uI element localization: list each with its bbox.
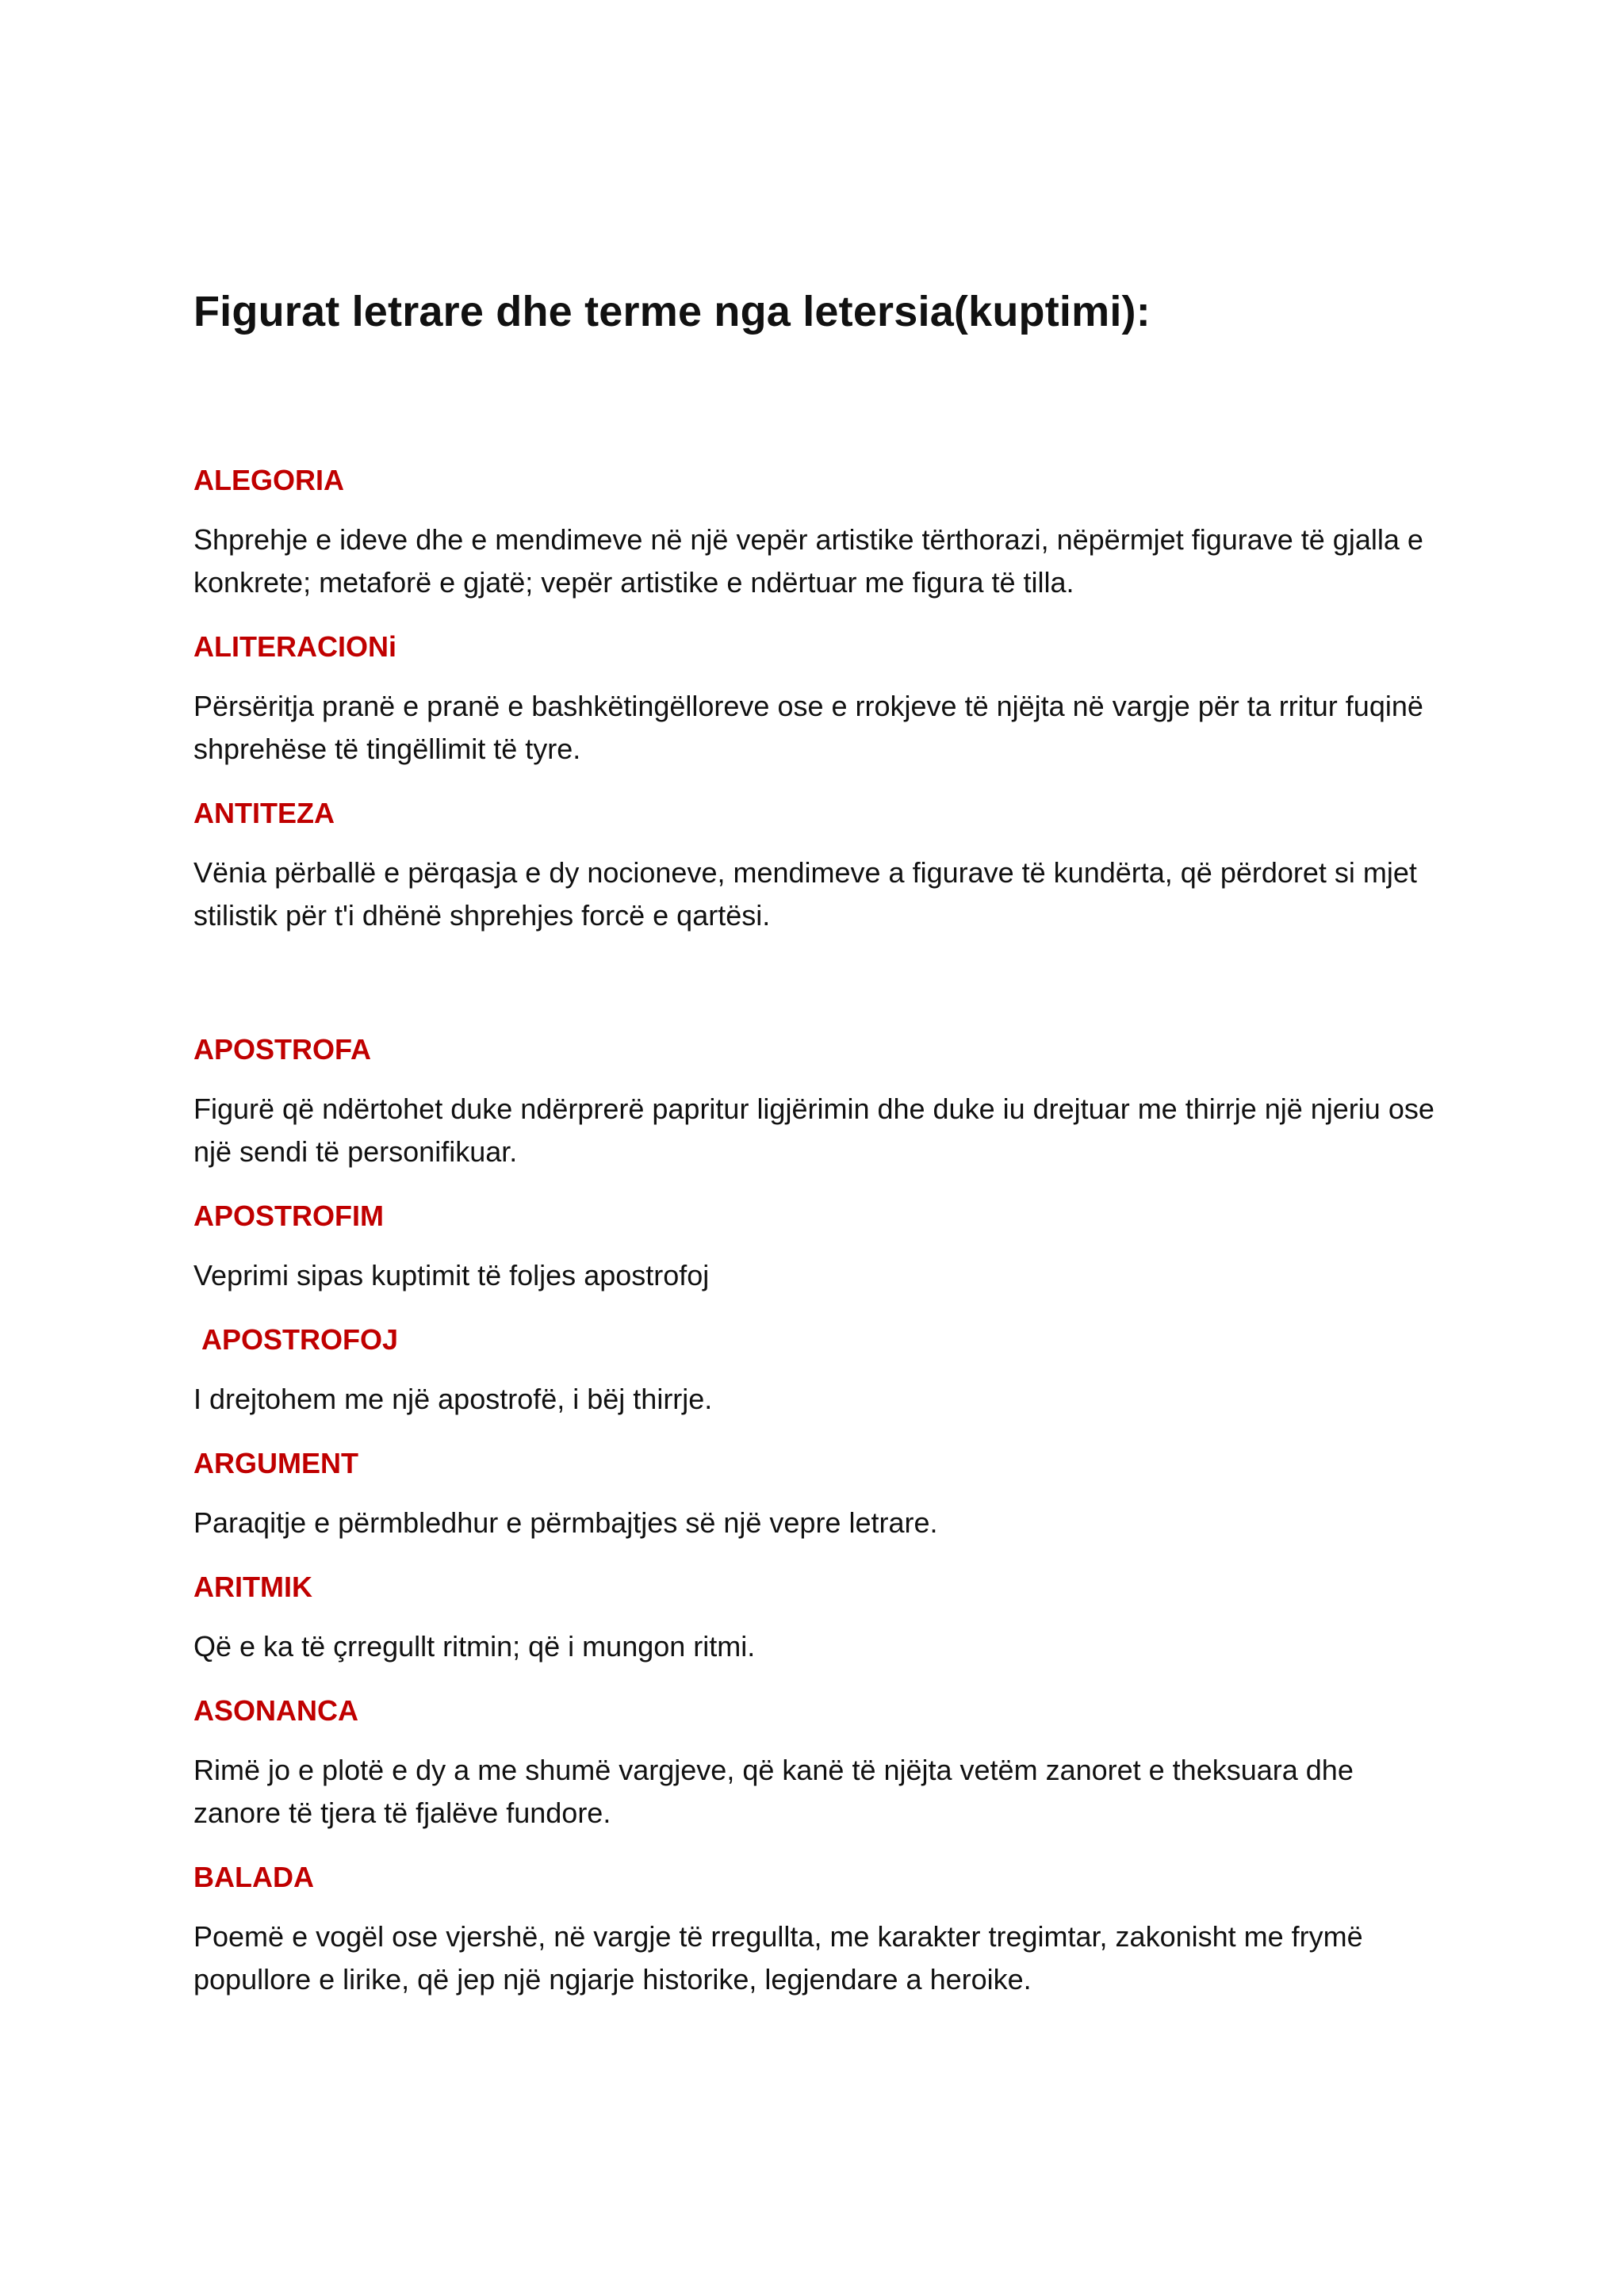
- glossary-term: BALADA: [193, 1861, 314, 1893]
- glossary-entry: [193, 1319, 1446, 1421]
- glossary-definition: Shprehje e ideve dhe e mendimeve në një vepër artistike tërthorazi, nëpërmjet figurave të gjalla e konkrete; metaforë e gjatë; vepër artistike e ndërtuar me figura të tilla.: [193, 523, 1423, 599]
- glossary-definition: Paraqitje e përmbledhur e përmbajtjes së një vepre letrare.: [193, 1506, 938, 1539]
- glossary-term: ALITERACIONi: [193, 630, 396, 663]
- glossary-term: ARITMIK: [193, 1571, 312, 1603]
- glossary-entry: [193, 1443, 1446, 1544]
- glossary-term: ARGUMENT: [193, 1447, 358, 1479]
- page-title: Figurat letrare dhe terme nga letersia(kuptimi):: [193, 288, 1151, 335]
- glossary-entry: [193, 626, 1446, 771]
- glossary-entry: [193, 793, 1446, 937]
- glossary-term: ALEGORIA: [193, 464, 345, 496]
- glossary-definition: Veprimi sipas kuptimit të foljes apostrofoj: [193, 1259, 710, 1292]
- glossary-definition: Figurë që ndërtohet duke ndërprerë papritur ligjërimin dhe duke iu drejtuar me thirrje një njeriu ose një sendi të personifikuar.: [193, 1093, 1434, 1168]
- glossary-entry: [193, 1567, 1446, 1668]
- glossary-term: APOSTROFIM: [193, 1200, 384, 1232]
- glossary-entry: [193, 1690, 1446, 1835]
- glossary-entry: [193, 1857, 1446, 2001]
- glossary-entry: [193, 1196, 1446, 1297]
- glossary-definition: Përsëritja pranë e pranë e bashkëtingëlloreve ose e rrokjeve të njëjta në vargje për ta rritur fuqinë shprehëse të tingëllimit të tyre.: [193, 690, 1423, 765]
- glossary-term: ANTITEZA: [193, 797, 335, 829]
- glossary-definition: Poemë e vogël ose vjershë, në vargje të rregullta, me karakter tregimtar, zakonisht me frymë popullore e lirike, që jep një ngjarje historike, legjendare a heroike.: [193, 1920, 1363, 1996]
- glossary-term: ASONANCA: [193, 1694, 359, 1727]
- glossary-definition: Që e ka të çrregullt ritmin; që i mungon ritmi.: [193, 1630, 756, 1663]
- glossary-entry: [193, 1029, 1446, 1173]
- glossary-term: APOSTROFOJ: [201, 1323, 399, 1356]
- glossary-definition: Rimë jo e plotë e dy a me shumë vargjeve, që kanë të njëjta vetëm zanoret e theksuara dhe zanore të tjera të fjalëve fundore.: [193, 1754, 1354, 1829]
- glossary-definition: I drejtohem me një apostrofë, i bëj thirrje.: [193, 1383, 713, 1415]
- glossary-term: APOSTROFA: [193, 1033, 372, 1066]
- glossary-entry: [193, 460, 1446, 604]
- glossary-definition: Vënia përballë e përqasja e dy nocioneve, mendimeve a figurave të kundërta, që përdoret si mjet stilistik për t'i dhënë shprehjes forcë e qartësi.: [193, 856, 1417, 932]
- glossary-list: [193, 460, 1446, 2023]
